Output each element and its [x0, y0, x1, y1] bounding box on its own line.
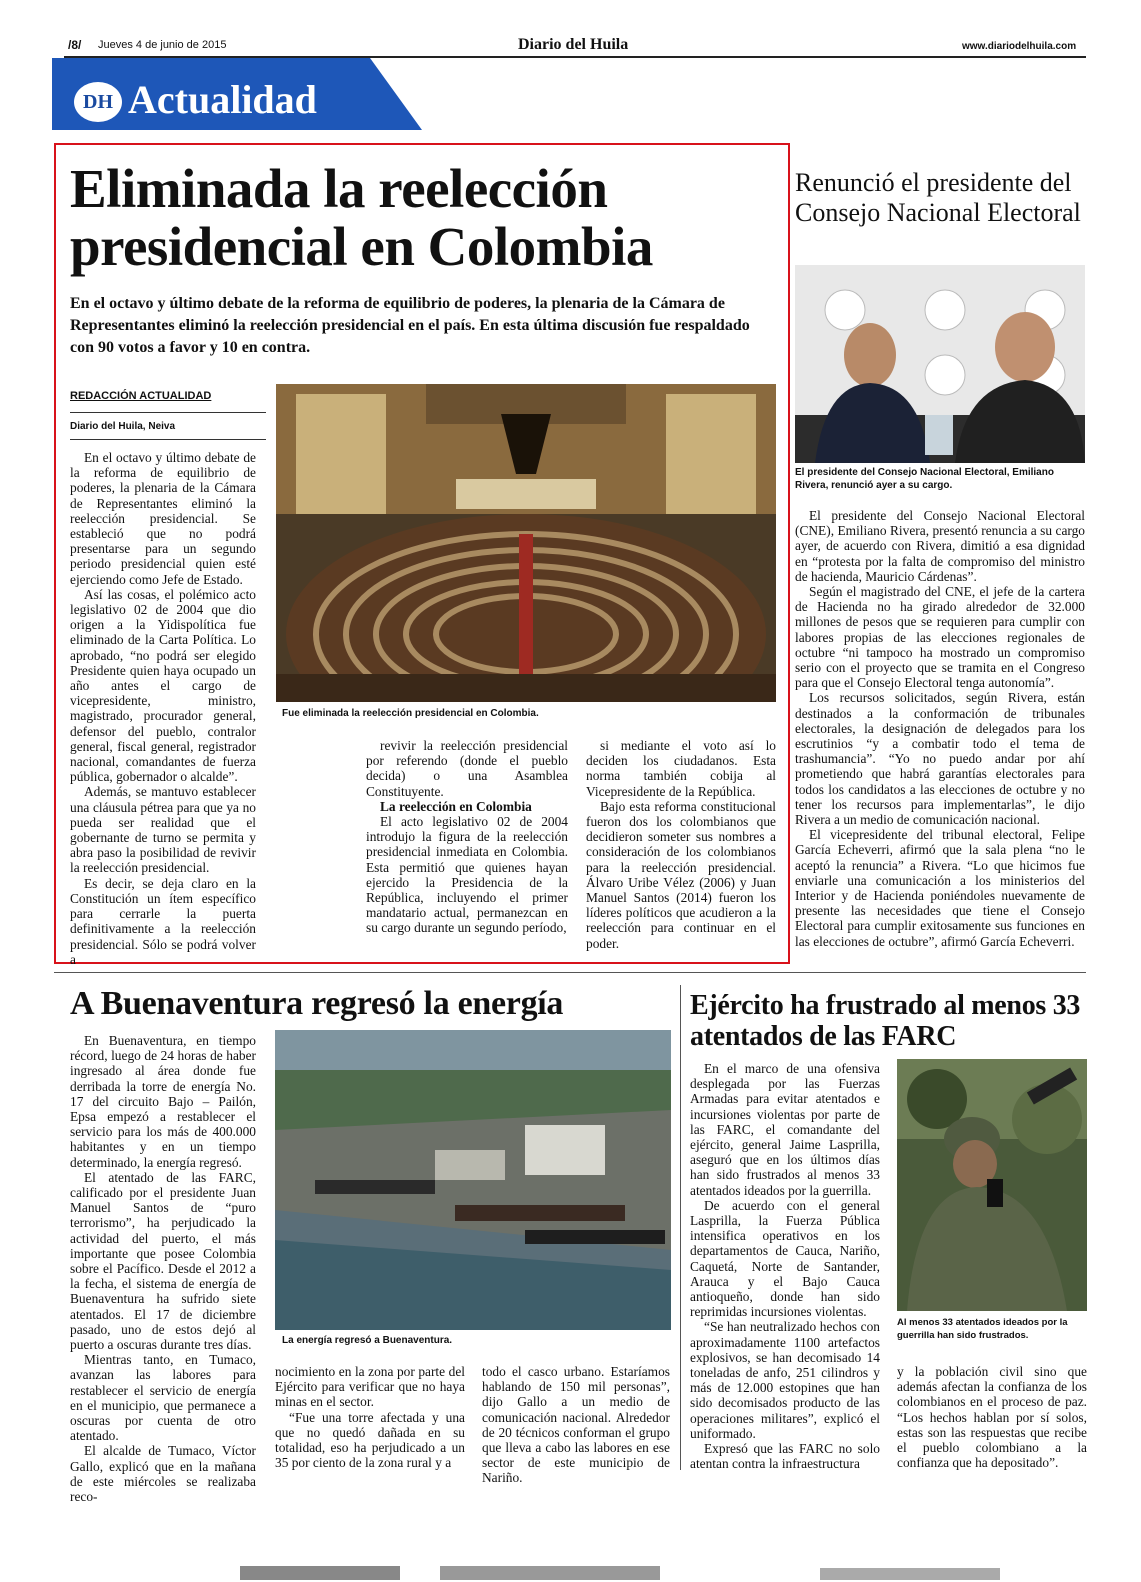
paragraph: En el marco de una ofensiva desplegada por las Fuerzas Armadas para evitar atentados e incursiones violentas por parte de las FARC, el comandante del ejército, general Jaime Lasprilla, aseguró que en los últimos días han sido frustrados al menos 33 atentados ideados por la guerrilla. [690, 1061, 880, 1198]
paragraph: Los recursos solicitados, según Rivera, están destinados a la conformación de tribunales electorales, la designación de delegados para los escrutinios “y a combatir todo el tema de trashumancia”. “Yo no puedo andar por ahí prometiendo que habrá garantías electorales para todos los candidatos a las elecciones de octubre y no tener los recursos para implementarlas”, le dijo Rivera a un medio de comunicación nacional. [795, 690, 1085, 828]
paragraph: Según el magistrado del CNE, el jefe de la cartera de Hacienda no ha girado alrededor de 32.000 millones de pesos que se requieren para cumplir con labores propias de las elecciones regionales de octubre “ni tampoco ha mostrado un compromiso serio con el proyecto que se tramita en el Congreso para que el Consejo Electoral tenga autonomía”. [795, 584, 1085, 691]
main-headline: Eliminada la reelección presidencial en Colombia [70, 158, 653, 277]
farc-headline: Ejército ha frustrado al menos 33 atentados de las FARC [690, 990, 1081, 1052]
paragraph: y la población civil sino que además afectan la confianza de los colombianos en el proceso de paz. “Los hechos hablan por sí solos, estas son las respuestas que recibe el pueblo colombiano a la confianza que ha depositado”. [897, 1364, 1087, 1471]
port-photo [275, 1030, 671, 1330]
main-lead: En el octavo y último debate de la reforma de equilibrio de poderes, la plenaria de la Cámara de Representantes eliminó la reelección presidencial en el país. En esta última discusión fue respaldado con 90 votos a favor y 10 en contra. [70, 295, 750, 356]
paragraph: Es decir, se deja claro en la Constitución un ítem específico para cerrarle la puerta definitivamente a la reelección presidencial. Sólo se podrá volver a [70, 875, 256, 967]
paragraph: Expresó que las FARC no solo atentan contra la infraestructura [690, 1441, 880, 1472]
cne-photo [795, 265, 1085, 463]
paragraph: Así las cosas, el polémico acto legislativo 02 de 2004 que dio origen a la Yidispolítica fue eliminado de la Carta Política. Lo aprobado, “no podrá ser elegido Presidente quien haya ocupado un año antes el cargo de vicepresidente, ministro, magistrado, procurador general, defensor del pueblo, contralor general, fiscal general, registrador nacional, comandantes de fuerza pública, gobernador o alcalde”. [70, 586, 256, 785]
section-title: Actualidad [128, 77, 317, 122]
paragraph: “Fue una torre afectada y una que no quedó dañada en su totalidad, eso ha perjudicado a un 35 por ciento de la zona rural y a [275, 1409, 465, 1471]
cropped-next-headline [180, 1558, 1080, 1580]
paragraph: El atentado de las FARC, calificado por el presidente Juan Manuel Santos de “puro terrorismo”, ha perjudicado la actividad del puerto, el más importante que posee Colombia sobre el Pacífico. Desde el 2012 a la fecha, el sistema de energía de Buenaventura ha sufrido siete atentados. El 17 de diciembre pasado, uno de estos dejó al puerto a oscuras durante tres días. [70, 1169, 256, 1353]
congress-photo-caption: Fue eliminada la reelección presidencial en Colombia. [282, 708, 539, 719]
paragraph: De acuerdo con el general Lasprilla, la Fuerza Pública intensifica operativos en los departamentos de Cauca, Nariño, Caquetá, Norte de Santander, Arauca y el Bajo Cauca antioqueño, donde han sido reprimidas incursiones violentas. [690, 1197, 880, 1320]
paragraph: revivir la reelección presidencial por referendo (donde el pueblo decida) o una Asamblea Constituyente. [366, 738, 568, 799]
byline-source: Diario del Huila, Neiva [70, 421, 176, 432]
soldier-photo [897, 1059, 1087, 1311]
newspaper-name [518, 36, 628, 54]
newspaper-name-bold: Huila [590, 36, 629, 53]
subheading: La reelección en Colombia [380, 798, 532, 814]
paragraph: El vicepresidente del tribunal electoral, Felipe García Echeverri, afirmó que la sala plena “no le aceptó la renuncia” a Rivera. “Lo que hicimos fue enviarle una comunicación a los ministerios del Interior y de Hacienda poniéndoles nuevamente de presente las necesidades que tiene el Consejo Electoral para cumplir exitosamente sus funciones en las elecciones de octubre”, afirmó García Echeverri. [795, 827, 1085, 949]
farc-column-1 [690, 1061, 880, 1471]
source-rule [70, 439, 266, 440]
paragraph: Además, se mantuvo establecer una cláusula pétrea para que ya no pueda ser realidad que el gobernante de turno se permita y abra paso la posibilidad de revivir la reelección presidencial. [70, 784, 256, 876]
farc-column-2 [897, 1364, 1087, 1470]
buenaventura-column-2 [275, 1364, 465, 1470]
byline-rule [70, 412, 266, 413]
buenaventura-column-1 [70, 1033, 256, 1504]
side-headline: Renunció el presidente del Consejo Nacional Electoral [795, 168, 1081, 227]
main-column-3 [586, 738, 776, 951]
cne-photo-caption: El presidente del Consejo Nacional Electoral, Emiliano Rivera, renunció ayer a su cargo. [795, 467, 1054, 491]
port-photo-caption: La energía regresó a Buenaventura. [282, 1335, 453, 1346]
dh-logo: DH [74, 82, 122, 122]
newspaper-name-prefix: Diario del [518, 36, 590, 53]
paragraph: El acto legislativo 02 de 2004 introdujo la figura de la reelección presidencial inmediata en Colombia. Esta permitió que quienes hayan ejercido la Presidencia de la República, incluyendo el primer mandatario actual, permanezcan en su cargo durante un segundo período, [366, 814, 568, 936]
paragraph: En Buenaventura, en tiempo récord, luego de 24 horas de haber ingresado al área donde fue derribada la torre de energía No. 17 del circuito Bajo – Pailón, Epsa empezó a restablecer el servicio para los más de 400.000 habitantes y en un tiempo determinado, la energía regresó. [70, 1033, 256, 1170]
buenaventura-column-3 [482, 1364, 670, 1486]
issue-date: Jueves 4 de junio de 2015 [98, 39, 227, 51]
main-column-1 [70, 450, 256, 967]
paragraph: si mediante el voto así lo deciden los ciudadanos. Esta norma también cobija al Vicepresidente de la República. [586, 738, 776, 799]
page-number: /8/ [68, 38, 82, 52]
paragraph: El presidente del Consejo Nacional Electoral (CNE), Emiliano Rivera, presentó renuncia a su cargo ayer, de acuerdo con Rivera, dimitió a esa dignidad en “protesta por la falta de compromiso del ministro de hacienda, Mauricio Cárdenas”. [795, 508, 1085, 584]
website-url: www.diariodelhuila.com [962, 41, 1077, 52]
buenaventura-headline: A Buenaventura regresó la energía [70, 985, 564, 1022]
byline: REDACCIÓN ACTUALIDAD [70, 390, 212, 402]
paragraph: “Se han neutralizado hechos con aproximadamente 1100 artefactos explosivos, se han decomisado 14 toneladas de anfo, 251 cilindros y más de 12.000 estopines que han sido decomisados producto de las operaciones militares”, explicó el uniformado. [690, 1319, 880, 1441]
paragraph: Bajo esta reforma constitucional fueron dos los colombianos que decidieron someter sus nombres a consideración de los colombianos para la reelección presidencial. Álvaro Uribe Vélez (2006) y Juan Manuel Santos (2014) fueron los líderes políticos que acudieron a la reelección para continuar en el poder. [586, 798, 776, 951]
paragraph: nocimiento en la zona por parte del Ejército para verificar que no haya minas en el sector. [275, 1364, 465, 1410]
section-divider [54, 972, 1086, 973]
paragraph: En el octavo y último debate de la reforma de equilibrio de poderes, la plenaria de la Cámara de Representantes eliminó la reelección presidencial. Se estableció que no podrá presentarse para un segundo periodo presidencial quien esté ejerciendo como Jefe de Estado. [70, 450, 256, 587]
paragraph: El alcalde de Tumaco, Víctor Gallo, explicó que en la mañana de este miércoles se realizaba reco- [70, 1443, 256, 1505]
soldier-photo-caption: Al menos 33 atentados ideados por la guerrilla han sido frustrados. [897, 1317, 1068, 1341]
congress-photo [276, 384, 776, 702]
paragraph: todo el casco urbano. Estaríamos hablando de 150 mil personas”, dijo Gallo a un medio de comunicación nacional. Alrededor de 20 técnicos conforman el grupo que lleva a cabo las labores en ese sector de este municipio de Nariño. [482, 1364, 670, 1486]
paragraph: Mientras tanto, en Tumaco, avanzan las labores para restablecer el servicio de energía en el municipio, que permanece a oscuras por cuenta de otro atentado. [70, 1352, 256, 1444]
main-column-2 [366, 738, 568, 936]
column-divider [680, 985, 681, 1470]
side-body [795, 508, 1085, 949]
